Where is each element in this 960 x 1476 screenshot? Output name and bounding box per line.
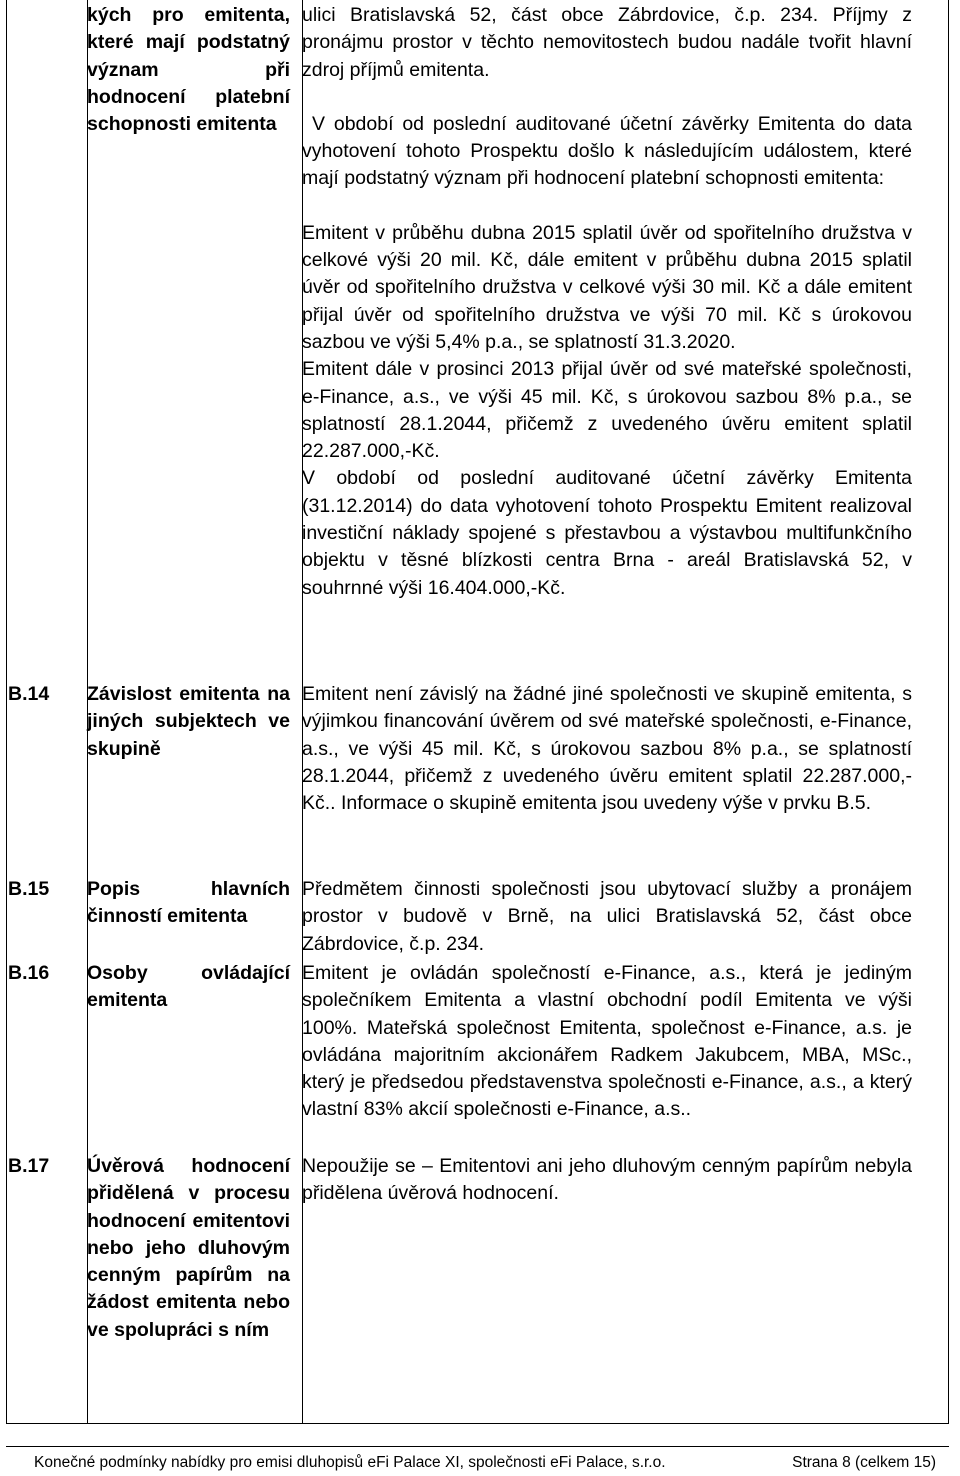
row-code: B.17 <box>8 1155 50 1177</box>
row-content <box>302 960 912 1124</box>
content-paragraph: Emitent není závislý na žádné jiné společnosti ve skupině emitenta, s výjimkou financování úvěrem od své mateřské společnosti, e-Finance, a.s., ve výši 45 mil. Kč, s úrokovou sazbou 8% p.a., se splatností 28.1.2044, přičemž z uvedeného úvěru emitent splatil 22.287.000,-Kč.. Informace o skupině emitenta jsou uvedeny výše v prvku B.5. <box>302 683 912 815</box>
row-content <box>302 1153 912 1208</box>
row-content <box>302 2 912 602</box>
content-paragraph: V období od poslední auditované účetní závěrky Emitenta (31.12.2014) do data vyhotovení tohoto Prospektu Emitent realizoval investiční náklady spojené s přestavbou a výstavbou multifunkčního objektu v těsné blízkosti centra Brna - areál Bratislavská 52, v souhrnné výši 16.404.000,-Kč. <box>302 467 912 599</box>
row-label: Popis hlavních činností emitenta <box>87 878 290 928</box>
row-code: B.16 <box>8 962 50 984</box>
content-paragraph: Emitent v průběhu dubna 2015 splatil úvěr od spořitelního družstva v celkové výši 20 mil. Kč, dále emitent v průběhu dubna 2015 splatil úvěr od spořitelního družstva v celkové výši 30 mil. Kč a dále emitent přijal úvěr od spořitelního družstva ve výši 70 mil. Kč s úrokovou sazbou ve výši 5,4% p.a., se splatností 31.3.2020. <box>302 221 912 353</box>
row-code: B.14 <box>8 683 50 705</box>
row-label: Úvěrová hodnocení přidělená v procesu hodnocení emitentovi nebo jeho dluhovým cenným papírům na žádost emitenta nebo ve spolupráci s ním <box>87 1155 290 1341</box>
row-label: kých pro emitenta, které mají podstatný význam při hodnocení platební schopnosti emitenta <box>87 4 290 136</box>
row-label: Závislost emitenta na jiných subjektech ve skupině <box>87 683 290 760</box>
row-label: Osoby ovládající emitenta <box>87 962 290 1012</box>
content-paragraph: V období od poslední auditované účetní závěrky Emitenta do data vyhotovení tohoto Prospektu došlo k následujícím událostem, které mají podstatný význam při hodnocení platební schopnosti emitenta: <box>302 112 912 190</box>
content-paragraph: ulici Bratislavská 52, část obce Zábrdovice, č.p. 234. Příjmy z pronájmu prostor v těchto nemovitostech budou nadále tvořit hlavní zdroj příjmů emitenta. <box>302 4 912 81</box>
row-code: B.15 <box>8 878 50 900</box>
content-paragraph: Emitent dále v prosinci 2013 přijal úvěr od své mateřské společnosti, e-Finance, a.s., ve výši 45 mil. Kč, s úrokovou sazbou 8% p.a., se splatností 28.1.2044, přičemž z uvedeného úvěru emitent splatil 22.287.000,-Kč. <box>302 358 912 463</box>
footer-page-number: Strana 8 (celkem 15) <box>792 1454 936 1471</box>
row-content <box>302 876 912 958</box>
row-content <box>302 681 912 817</box>
footer-document-title: Konečné podmínky nabídky pro emisi dluhopisů eFi Palace XI, společnosti eFi Palace, s.r.o. <box>34 1454 666 1471</box>
content-paragraph: Nepoužije se – Emitentovi ani jeho dluhovým cenným papírům nebyla přidělena úvěrová hodnocení. <box>302 1155 912 1205</box>
content-paragraph: Emitent je ovládán společností e-Finance, a.s., která je jediným společníkem Emitenta a vlastní obchodní podíl Emitenta ve výši 100%. Mateřská společnost Emitenta, společnost e-Finance, a.s. je ovládána majoritním akcionářem Radkem Jakubcem, MBA, MSc., který je předsedou představenstva společnosti e-Finance, a.s., a který vlastní 83% akcií společnosti e-Finance, a.s.. <box>302 962 912 1121</box>
footer-divider <box>6 1446 949 1447</box>
content-paragraph: Předmětem činnosti společnosti jsou ubytovací služby a pronájem prostor v budově v Brně, na ulici Bratislavská 52, část obce Zábrdovice, č.p. 234. <box>302 878 912 955</box>
